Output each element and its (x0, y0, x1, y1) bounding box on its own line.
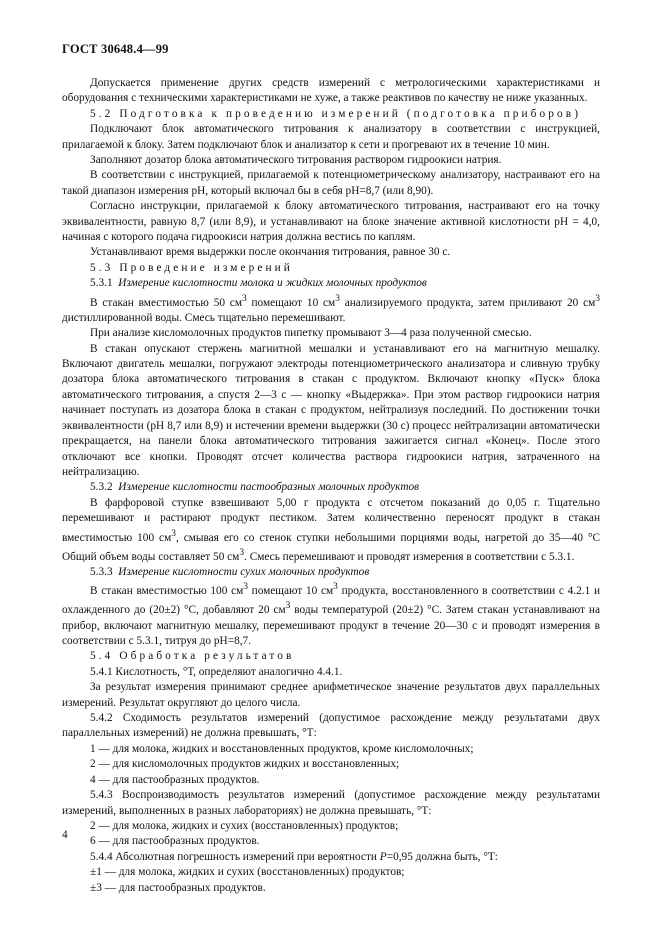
paragraph: Допускается применение других средств измерений с метрологическими характеристиками и оборудования с техническими характеристиками не хуже, а также реактивов по качеству не ниже указанных. (62, 77, 600, 105)
probability-symbol: P (379, 850, 387, 863)
paragraph: Подключают блок автоматического титрования к анализатору в соответствии с инструкцией, прилагаемой к блоку. Затем подключают блок и анализатор к сети и прогревают их в течение 10 мин. (62, 123, 600, 151)
paragraph: В стакан опускают стержень магнитной мешалки и устанавливают его на магнитную мешалку. Включают двигатель мешалки, погружают электроды потенциометрического анализатора и сливную трубку дозатора блока автоматического титрования в стакан с продуктом. Включают кнопку «Пуск» блока автоматического титрования, а спустя 2—3 с — кнопку «Выдержка». При этом раствор гидроокиси натрия начинает поступать из дозатора блока в стакан с продуктом, нейтрализуя последний. По достижении точки эквивалентности (pH 8,7 или 8,9) и истечении времени выдержки (30 с) процесс нейтрализации автоматически прекращается, на панели блока автоматического титрования зажигается сигнал «Конец». После этого отключают все кнопки. Проводят отсчет количества раствора гидроокиси натрия, затраченного на нейтрализацию. (62, 342, 600, 478)
paragraph: В соответствии с инструкцией, прилагаемой к потенциометрическому анализатору, настраивают его на такой диапазон измерения pH, который включал бы в себя pH=8,7 (или 8,90). (62, 169, 600, 197)
subsection-title: Измерение кислотности сухих молочных продуктов (118, 565, 370, 578)
section-heading-5-4: 5.4 Обработка результатов (90, 650, 295, 663)
superscript: 3 (243, 582, 248, 593)
list-item: 2 — для кисломолочных продуктов жидких и восстановленных; (90, 758, 400, 771)
text-run: помещают 10 см (247, 585, 334, 598)
paragraph (62, 850, 600, 865)
text-run: 5.4.4 Абсолютная погрешность измерений при вероятности (90, 850, 380, 863)
paragraph: При анализе кисломолочных продуктов пипетку промывают 3—4 раза полученной смесью. (90, 327, 532, 340)
subsection-heading-5-3-1 (62, 276, 600, 291)
list-item: ±3 — для пастообразных продуктов. (90, 881, 266, 894)
text-run: В стакан вместимостью 100 см (90, 585, 244, 598)
superscript: 3 (595, 293, 600, 304)
document-body (62, 76, 600, 896)
text-run: воды температурой (20±2) °С. Затем стакан устанавливают на прибор, включают магнитную мешалку, перемешивают продукт в течение 20—30 с и проводят измерения в соответствии с 5.3.1, титруя до pH=8,7. (62, 604, 600, 648)
text-run: В стакан вместимостью 50 см (90, 296, 242, 309)
subsection-heading-5-3-2 (62, 480, 600, 495)
text-run: =0,95 должна быть, °Т: (386, 850, 498, 863)
document-header: ГОСТ 30648.4—99 (62, 42, 169, 56)
text-run: анализируемого продукта, затем приливают 20 см (339, 296, 596, 309)
paragraph (62, 496, 600, 565)
text-run: помещают 10 см (246, 296, 336, 309)
paragraph: Устанавливают время выдержки после окончания титрования, равное 30 с. (90, 246, 451, 259)
subsection-number: 5.3.2 (90, 481, 113, 494)
paragraph: 5.4.3 Воспроизводимость результатов измерений (допустимое расхождение между результатами измерений, выполненных в разных лабораториях) не должна превышать, °Т: (62, 789, 600, 817)
list-item: 4 — для пастообразных продуктов. (90, 773, 260, 786)
text-run: . Смесь перемешивают и проводят измерения в соответствии с 5.3.1. (244, 550, 575, 563)
subsection-title: Измерение кислотности молока и жидких молочных продуктов (118, 277, 427, 290)
section-heading-5-3: 5.3 Проведение измерений (90, 261, 293, 274)
subsection-number: 5.3.1 (90, 277, 113, 290)
paragraph: 5.4.1 Кислотность, °Т, определяют аналогично 4.4.1. (90, 665, 343, 678)
superscript: 3 (333, 582, 338, 593)
superscript: 3 (241, 293, 247, 304)
list-item: ±1 — для молока, жидких и сухих (восстановленных) продуктов; (90, 866, 405, 879)
paragraph (62, 292, 600, 327)
section-heading-5-2: 5.2 Подготовка к проведению измерений (подготовка приборов) (90, 107, 582, 120)
superscript: 3 (285, 601, 291, 612)
superscript: 3 (171, 528, 176, 539)
paragraph: Согласно инструкции, прилагаемой к блоку автоматического титрования, настраивают его на точку эквивалентности, равную 8,7 (или 8,9), и устанавливают на блоке значение активной кислотности pH = 4,0, начиная с которого подача гидроокиси натрия должна вестись по каплям. (62, 200, 600, 244)
subsection-number: 5.3.3 (90, 565, 113, 578)
paragraph: 5.4.2 Сходимость результатов измерений (допустимое расхождение между результатами двух параллельных измерений) не должна превышать, °Т: (62, 712, 600, 740)
text-run: В фарфоровой ступке взвешивают 5,00 г продукта с отсчетом показаний до 0,05 г. Тщательно перемешивают и растирают продукт пестиком. Затем количественно переносят продукт в стакан вместимостью 100 см (62, 496, 600, 544)
subsection-title: Измерение кислотности пастообразных молочных продуктов (118, 481, 420, 494)
subsection-heading-5-3-3 (62, 565, 600, 580)
text-run: продукта, восстановленного в соответствии с 4.2.1 и охлажденного до (20±2) °С, добавляют 20 см (62, 585, 600, 617)
list-item: 1 — для молока, жидких и восстановленных продуктов, кроме кисломолочных; (90, 742, 474, 755)
superscript: 3 (335, 293, 340, 304)
text-run: дистиллированной воды. Смесь тщательно перемешивают. (62, 311, 346, 324)
paragraph: Заполняют дозатор блока автоматического титрования раствором гидроокиси натрия. (90, 154, 502, 167)
page-number: 4 (62, 829, 68, 841)
superscript: 3 (239, 547, 245, 558)
list-item: 6 — для пастообразных продуктов. (90, 835, 260, 848)
paragraph: За результат измерения принимают среднее арифметическое значение результатов двух параллельных измерений. Результат округляют до целого числа. (62, 681, 600, 709)
list-item: 2 — для молока, жидких и сухих (восстановленных) продуктов; (90, 819, 399, 832)
text-run: , смывая его со стенок ступки небольшими порциями воды, нагретой до 35—40 °С Общий объем воды составляет 50 см (62, 531, 601, 563)
paragraph (62, 580, 600, 649)
